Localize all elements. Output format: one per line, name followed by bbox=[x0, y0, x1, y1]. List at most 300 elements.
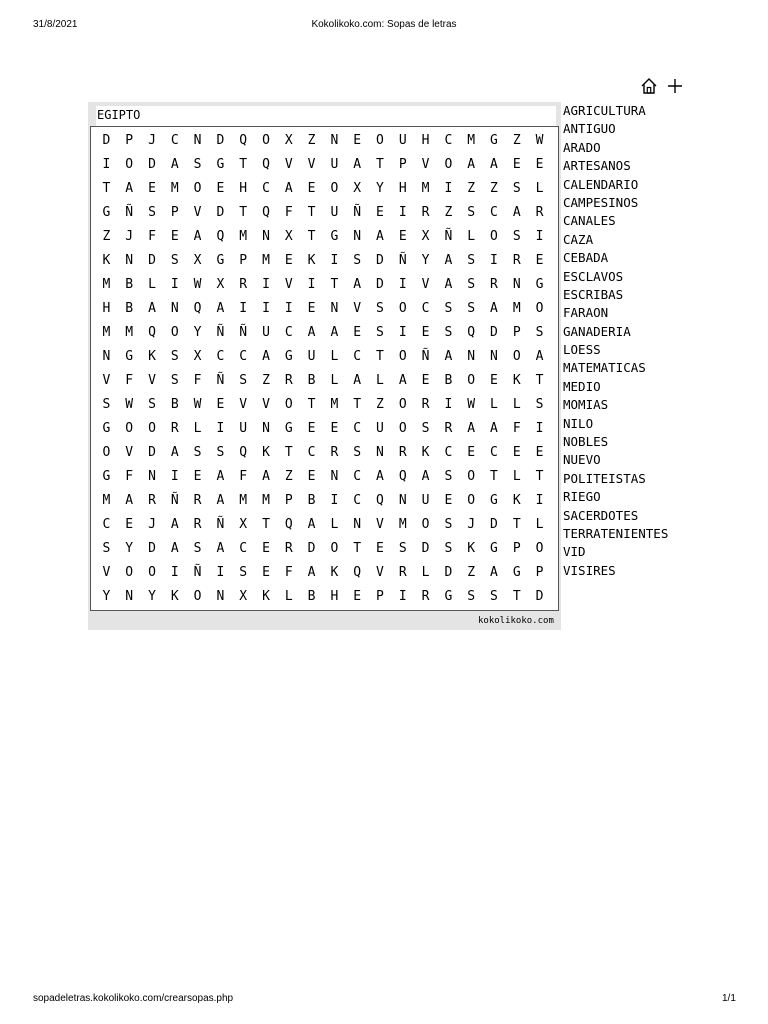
grid-cell[interactable]: S bbox=[148, 205, 156, 220]
grid-cell[interactable]: E bbox=[262, 565, 270, 580]
grid-cell[interactable]: Q bbox=[239, 133, 248, 148]
grid-cell[interactable]: S bbox=[376, 325, 384, 340]
grid-cell[interactable]: Q bbox=[467, 325, 476, 340]
grid-cell[interactable]: W bbox=[535, 133, 544, 148]
grid-cell[interactable]: F bbox=[193, 373, 202, 388]
grid-cell[interactable]: D bbox=[148, 541, 156, 556]
grid-cell[interactable]: E bbox=[376, 541, 384, 556]
grid-cell[interactable]: E bbox=[512, 445, 521, 460]
grid-cell[interactable]: C bbox=[353, 349, 362, 364]
grid-cell[interactable]: E bbox=[125, 517, 134, 532]
grid-cell[interactable]: E bbox=[421, 325, 430, 340]
grid-cell[interactable]: I bbox=[535, 229, 544, 244]
grid-cell[interactable]: N bbox=[490, 349, 498, 364]
grid-cell[interactable]: N bbox=[216, 589, 225, 604]
grid-cell[interactable]: Y bbox=[421, 253, 430, 268]
grid-cell[interactable]: E bbox=[376, 205, 384, 220]
home-icon[interactable] bbox=[639, 76, 659, 96]
grid-cell[interactable]: S bbox=[467, 277, 476, 292]
grid-cell[interactable]: A bbox=[376, 229, 384, 244]
grid-cell[interactable]: A bbox=[307, 517, 316, 532]
grid-cell[interactable]: G bbox=[216, 253, 225, 268]
grid-cell[interactable]: H bbox=[239, 181, 248, 196]
grid-cell[interactable]: Y bbox=[376, 181, 384, 196]
grid-cell[interactable]: X bbox=[193, 349, 202, 364]
grid-cell[interactable]: T bbox=[376, 349, 384, 364]
grid-cell[interactable]: A bbox=[307, 565, 316, 580]
grid-cell[interactable]: D bbox=[376, 277, 384, 292]
grid-cell[interactable]: V bbox=[421, 277, 430, 292]
grid-cell[interactable]: Z bbox=[467, 565, 476, 580]
grid-cell[interactable]: R bbox=[421, 205, 430, 220]
grid-cell[interactable]: E bbox=[216, 397, 225, 412]
grid-cell[interactable]: N bbox=[125, 589, 134, 604]
grid-cell[interactable]: A bbox=[421, 469, 430, 484]
grid-cell[interactable]: S bbox=[444, 541, 453, 556]
grid-cell[interactable]: J bbox=[125, 229, 134, 244]
grid-cell[interactable]: S bbox=[467, 205, 476, 220]
grid-cell[interactable]: U bbox=[239, 421, 248, 436]
grid-cell[interactable]: X bbox=[239, 517, 248, 532]
grid-cell[interactable]: Z bbox=[512, 133, 521, 148]
grid-cell[interactable]: Z bbox=[467, 181, 476, 196]
grid-cell[interactable]: Q bbox=[216, 229, 225, 244]
grid-cell[interactable]: R bbox=[512, 253, 521, 268]
grid-cell[interactable]: N bbox=[467, 349, 476, 364]
grid-cell[interactable]: A bbox=[216, 541, 225, 556]
grid-cell[interactable]: D bbox=[148, 253, 156, 268]
grid-cell[interactable]: C bbox=[239, 349, 248, 364]
grid-cell[interactable]: Ñ bbox=[398, 253, 407, 268]
grid-cell[interactable]: S bbox=[467, 589, 476, 604]
grid-cell[interactable]: Q bbox=[398, 469, 407, 484]
grid-cell[interactable]: Q bbox=[376, 493, 384, 508]
grid-cell[interactable]: P bbox=[512, 325, 521, 340]
grid-cell[interactable]: D bbox=[102, 133, 111, 148]
grid-cell[interactable]: M bbox=[467, 133, 476, 148]
grid-cell[interactable]: S bbox=[193, 445, 202, 460]
grid-cell[interactable]: D bbox=[490, 325, 498, 340]
grid-cell[interactable]: I bbox=[398, 205, 407, 220]
grid-cell[interactable]: Z bbox=[376, 397, 384, 412]
grid-cell[interactable]: E bbox=[307, 469, 316, 484]
grid-cell[interactable]: V bbox=[102, 373, 111, 388]
grid-cell[interactable]: H bbox=[398, 181, 407, 196]
grid-cell[interactable]: V bbox=[353, 301, 362, 316]
grid-cell[interactable]: A bbox=[490, 157, 498, 172]
grid-cell[interactable]: Y bbox=[148, 589, 156, 604]
grid-cell[interactable]: I bbox=[170, 277, 179, 292]
grid-cell[interactable]: T bbox=[239, 157, 248, 172]
grid-cell[interactable]: A bbox=[444, 253, 453, 268]
grid-cell[interactable]: Ñ bbox=[421, 349, 430, 364]
grid-cell[interactable]: C bbox=[170, 133, 179, 148]
grid-cell[interactable]: R bbox=[398, 445, 407, 460]
grid-cell[interactable]: S bbox=[170, 253, 179, 268]
grid-cell[interactable]: A bbox=[376, 469, 384, 484]
grid-cell[interactable]: I bbox=[398, 277, 407, 292]
grid-cell[interactable]: X bbox=[193, 253, 202, 268]
grid-cell[interactable]: E bbox=[284, 253, 293, 268]
grid-cell[interactable]: I bbox=[216, 421, 225, 436]
grid-cell[interactable]: L bbox=[193, 421, 202, 436]
grid-cell[interactable]: C bbox=[490, 445, 498, 460]
grid-cell[interactable]: I bbox=[102, 157, 111, 172]
grid-cell[interactable]: E bbox=[353, 133, 362, 148]
grid-cell[interactable]: V bbox=[193, 205, 202, 220]
grid-cell[interactable]: I bbox=[535, 493, 544, 508]
grid-cell[interactable]: S bbox=[444, 517, 453, 532]
grid-cell[interactable]: A bbox=[512, 205, 521, 220]
grid-cell[interactable]: A bbox=[444, 349, 453, 364]
grid-cell[interactable]: L bbox=[512, 397, 521, 412]
grid-cell[interactable]: E bbox=[444, 493, 453, 508]
grid-cell[interactable]: I bbox=[444, 181, 453, 196]
grid-cell[interactable]: A bbox=[216, 493, 225, 508]
grid-cell[interactable]: O bbox=[444, 157, 453, 172]
grid-cell[interactable]: T bbox=[284, 445, 293, 460]
grid-cell[interactable]: O bbox=[490, 229, 498, 244]
grid-cell[interactable]: S bbox=[193, 541, 202, 556]
grid-cell[interactable]: E bbox=[353, 589, 362, 604]
grid-cell[interactable]: Q bbox=[353, 565, 362, 580]
grid-cell[interactable]: T bbox=[535, 373, 544, 388]
grid-cell[interactable]: E bbox=[535, 157, 544, 172]
grid-cell[interactable]: F bbox=[239, 469, 248, 484]
grid-cell[interactable]: M bbox=[239, 229, 248, 244]
grid-cell[interactable]: S bbox=[170, 349, 179, 364]
grid-cell[interactable]: G bbox=[102, 205, 111, 220]
grid-cell[interactable]: K bbox=[512, 373, 521, 388]
grid-cell[interactable]: L bbox=[330, 349, 339, 364]
grid-cell[interactable]: A bbox=[353, 157, 362, 172]
grid-cell[interactable]: I bbox=[284, 301, 293, 316]
grid-cell[interactable]: G bbox=[102, 421, 111, 436]
grid-cell[interactable]: Ñ bbox=[216, 325, 225, 340]
grid-cell[interactable]: I bbox=[535, 421, 544, 436]
grid-cell[interactable]: S bbox=[398, 541, 407, 556]
grid-cell[interactable]: E bbox=[467, 445, 476, 460]
grid-cell[interactable]: O bbox=[170, 325, 179, 340]
grid-cell[interactable]: U bbox=[330, 157, 339, 172]
grid-cell[interactable]: G bbox=[102, 469, 111, 484]
grid-cell[interactable]: O bbox=[284, 397, 293, 412]
grid-cell[interactable]: G bbox=[444, 589, 453, 604]
grid-cell[interactable]: E bbox=[262, 541, 270, 556]
grid-cell[interactable]: T bbox=[239, 205, 248, 220]
grid-cell[interactable]: R bbox=[421, 397, 430, 412]
grid-cell[interactable]: K bbox=[307, 253, 316, 268]
grid-cell[interactable]: D bbox=[421, 541, 430, 556]
grid-cell[interactable]: G bbox=[490, 493, 498, 508]
grid-cell[interactable]: O bbox=[421, 517, 430, 532]
grid-cell[interactable]: W bbox=[125, 397, 134, 412]
grid-cell[interactable]: N bbox=[262, 421, 270, 436]
grid-cell[interactable]: E bbox=[170, 229, 179, 244]
grid-cell[interactable]: I bbox=[330, 253, 339, 268]
grid-cell[interactable]: Q bbox=[239, 445, 248, 460]
grid-cell[interactable]: S bbox=[148, 397, 156, 412]
grid-cell[interactable]: I bbox=[398, 589, 407, 604]
grid-cell[interactable]: T bbox=[353, 397, 362, 412]
grid-cell[interactable]: I bbox=[216, 565, 225, 580]
grid-cell[interactable]: D bbox=[444, 565, 453, 580]
grid-cell[interactable]: A bbox=[262, 349, 270, 364]
grid-cell[interactable]: K bbox=[467, 541, 476, 556]
grid-cell[interactable]: A bbox=[284, 181, 293, 196]
grid-cell[interactable]: B bbox=[307, 493, 316, 508]
grid-cell[interactable]: P bbox=[376, 589, 384, 604]
grid-cell[interactable]: R bbox=[330, 445, 339, 460]
grid-cell[interactable]: X bbox=[239, 589, 248, 604]
grid-cell[interactable]: C bbox=[307, 445, 316, 460]
grid-cell[interactable]: G bbox=[512, 565, 521, 580]
grid-cell[interactable]: M bbox=[102, 493, 111, 508]
grid-cell[interactable]: N bbox=[398, 493, 407, 508]
grid-cell[interactable]: O bbox=[193, 589, 202, 604]
grid-cell[interactable]: C bbox=[444, 445, 453, 460]
grid-cell[interactable]: S bbox=[512, 181, 521, 196]
grid-cell[interactable]: T bbox=[307, 205, 316, 220]
grid-cell[interactable]: R bbox=[535, 205, 544, 220]
grid-cell[interactable]: G bbox=[284, 421, 293, 436]
grid-cell[interactable]: G bbox=[490, 541, 498, 556]
grid-cell[interactable]: E bbox=[353, 325, 362, 340]
grid-cell[interactable]: R bbox=[398, 565, 407, 580]
grid-cell[interactable]: C bbox=[102, 517, 111, 532]
grid-cell[interactable]: Z bbox=[307, 133, 316, 148]
grid-cell[interactable]: B bbox=[307, 373, 316, 388]
grid-cell[interactable]: D bbox=[148, 445, 156, 460]
grid-cell[interactable]: R bbox=[193, 517, 202, 532]
grid-cell[interactable]: F bbox=[125, 373, 134, 388]
grid-cell[interactable]: Q bbox=[148, 325, 156, 340]
grid-cell[interactable]: A bbox=[170, 541, 179, 556]
grid-cell[interactable]: W bbox=[193, 397, 202, 412]
grid-cell[interactable]: Y bbox=[102, 589, 111, 604]
grid-cell[interactable]: F bbox=[512, 421, 521, 436]
grid-cell[interactable]: D bbox=[307, 541, 316, 556]
grid-cell[interactable]: Y bbox=[193, 325, 202, 340]
grid-cell[interactable]: N bbox=[148, 469, 156, 484]
grid-cell[interactable]: T bbox=[376, 157, 384, 172]
grid-cell[interactable]: T bbox=[102, 181, 111, 196]
grid-cell[interactable]: L bbox=[467, 229, 476, 244]
grid-cell[interactable]: V bbox=[102, 565, 111, 580]
grid-cell[interactable]: A bbox=[148, 301, 156, 316]
grid-cell[interactable]: P bbox=[239, 253, 248, 268]
grid-cell[interactable]: C bbox=[284, 325, 293, 340]
grid-cell[interactable]: S bbox=[467, 301, 476, 316]
grid-cell[interactable]: F bbox=[284, 205, 293, 220]
grid-cell[interactable]: U bbox=[307, 349, 316, 364]
grid-cell[interactable]: K bbox=[148, 349, 156, 364]
grid-cell[interactable]: S bbox=[444, 301, 453, 316]
grid-cell[interactable]: S bbox=[376, 301, 384, 316]
grid-cell[interactable]: K bbox=[512, 493, 521, 508]
grid-cell[interactable]: K bbox=[421, 445, 430, 460]
grid-cell[interactable]: S bbox=[216, 445, 225, 460]
grid-cell[interactable]: A bbox=[216, 469, 225, 484]
grid-cell[interactable]: U bbox=[330, 205, 339, 220]
grid-cell[interactable]: V bbox=[239, 397, 248, 412]
grid-cell[interactable]: T bbox=[353, 541, 362, 556]
grid-cell[interactable]: R bbox=[284, 541, 293, 556]
grid-cell[interactable]: O bbox=[398, 349, 407, 364]
grid-cell[interactable]: G bbox=[216, 157, 225, 172]
grid-cell[interactable]: M bbox=[421, 181, 430, 196]
grid-cell[interactable]: E bbox=[307, 301, 316, 316]
grid-cell[interactable]: A bbox=[262, 469, 270, 484]
grid-cell[interactable]: Ñ bbox=[125, 205, 134, 220]
grid-cell[interactable]: M bbox=[262, 253, 270, 268]
grid-cell[interactable]: J bbox=[148, 133, 156, 148]
grid-cell[interactable]: N bbox=[376, 445, 384, 460]
grid-cell[interactable]: S bbox=[444, 469, 453, 484]
grid-cell[interactable]: E bbox=[148, 181, 156, 196]
grid-cell[interactable]: O bbox=[148, 565, 156, 580]
grid-cell[interactable]: A bbox=[307, 325, 316, 340]
grid-cell[interactable]: V bbox=[307, 157, 316, 172]
grid-cell[interactable]: W bbox=[193, 277, 202, 292]
grid-cell[interactable]: S bbox=[353, 445, 362, 460]
grid-cell[interactable]: A bbox=[125, 493, 134, 508]
grid-cell[interactable]: C bbox=[216, 349, 225, 364]
grid-cell[interactable]: Y bbox=[125, 541, 134, 556]
grid-cell[interactable]: X bbox=[284, 133, 293, 148]
grid-cell[interactable]: S bbox=[535, 397, 544, 412]
grid-cell[interactable]: G bbox=[284, 349, 293, 364]
grid-cell[interactable]: Z bbox=[102, 229, 111, 244]
grid-cell[interactable]: D bbox=[216, 133, 225, 148]
grid-cell[interactable]: H bbox=[421, 133, 430, 148]
grid-cell[interactable]: A bbox=[216, 301, 225, 316]
grid-cell[interactable]: K bbox=[262, 589, 270, 604]
grid-cell[interactable]: A bbox=[467, 157, 476, 172]
grid-cell[interactable]: Q bbox=[193, 301, 202, 316]
grid-cell[interactable]: L bbox=[490, 397, 498, 412]
grid-cell[interactable]: F bbox=[125, 469, 134, 484]
grid-cell[interactable]: S bbox=[444, 325, 453, 340]
grid-cell[interactable]: L bbox=[330, 517, 339, 532]
grid-cell[interactable]: A bbox=[490, 421, 498, 436]
grid-cell[interactable]: A bbox=[353, 373, 362, 388]
grid-cell[interactable]: C bbox=[353, 493, 362, 508]
grid-cell[interactable]: S bbox=[102, 397, 111, 412]
grid-cell[interactable]: O bbox=[125, 421, 134, 436]
grid-cell[interactable]: O bbox=[376, 133, 384, 148]
grid-cell[interactable]: T bbox=[307, 397, 316, 412]
grid-cell[interactable]: C bbox=[239, 541, 248, 556]
grid-cell[interactable]: A bbox=[125, 181, 134, 196]
grid-cell[interactable]: B bbox=[444, 373, 453, 388]
grid-cell[interactable]: A bbox=[398, 373, 407, 388]
grid-cell[interactable]: U bbox=[376, 421, 384, 436]
grid-cell[interactable]: A bbox=[330, 325, 339, 340]
grid-cell[interactable]: T bbox=[512, 589, 521, 604]
grid-cell[interactable]: M bbox=[125, 325, 134, 340]
grid-cell[interactable]: S bbox=[353, 253, 362, 268]
grid-cell[interactable]: D bbox=[376, 253, 384, 268]
grid-cell[interactable]: G bbox=[125, 349, 134, 364]
grid-cell[interactable]: O bbox=[125, 157, 134, 172]
grid-cell[interactable]: M bbox=[170, 181, 179, 196]
grid-cell[interactable]: S bbox=[512, 229, 521, 244]
grid-cell[interactable]: V bbox=[125, 445, 134, 460]
grid-cell[interactable]: K bbox=[262, 445, 270, 460]
grid-cell[interactable]: S bbox=[467, 253, 476, 268]
grid-cell[interactable]: L bbox=[284, 589, 293, 604]
grid-cell[interactable]: O bbox=[193, 181, 202, 196]
grid-cell[interactable]: S bbox=[239, 373, 248, 388]
grid-cell[interactable]: N bbox=[170, 301, 179, 316]
grid-cell[interactable]: J bbox=[148, 517, 156, 532]
grid-cell[interactable]: O bbox=[398, 301, 407, 316]
grid-cell[interactable]: X bbox=[284, 229, 293, 244]
grid-cell[interactable]: M bbox=[330, 397, 339, 412]
grid-cell[interactable]: V bbox=[262, 397, 270, 412]
grid-cell[interactable]: R bbox=[193, 493, 202, 508]
grid-cell[interactable]: C bbox=[421, 301, 430, 316]
grid-cell[interactable]: L bbox=[421, 565, 430, 580]
grid-cell[interactable]: A bbox=[535, 349, 544, 364]
grid-cell[interactable]: X bbox=[421, 229, 430, 244]
grid-cell[interactable]: I bbox=[262, 301, 270, 316]
grid-cell[interactable]: I bbox=[490, 253, 498, 268]
grid-cell[interactable]: N bbox=[330, 469, 339, 484]
grid-cell[interactable]: L bbox=[376, 373, 384, 388]
grid-cell[interactable]: E bbox=[307, 421, 316, 436]
grid-cell[interactable]: Z bbox=[444, 205, 453, 220]
grid-cell[interactable]: E bbox=[490, 373, 498, 388]
grid-cell[interactable]: E bbox=[535, 253, 544, 268]
grid-cell[interactable]: A bbox=[353, 277, 362, 292]
grid-cell[interactable]: V bbox=[421, 157, 430, 172]
grid-cell[interactable]: U bbox=[262, 325, 270, 340]
grid-cell[interactable]: N bbox=[353, 229, 362, 244]
grid-cell[interactable]: N bbox=[102, 349, 111, 364]
grid-cell[interactable]: N bbox=[512, 277, 521, 292]
grid-cell[interactable]: R bbox=[490, 277, 498, 292]
grid-cell[interactable]: P bbox=[535, 565, 544, 580]
grid-cell[interactable]: I bbox=[239, 301, 248, 316]
grid-cell[interactable]: N bbox=[330, 301, 339, 316]
grid-cell[interactable]: H bbox=[102, 301, 111, 316]
grid-cell[interactable]: T bbox=[512, 517, 521, 532]
grid-cell[interactable]: O bbox=[148, 421, 156, 436]
grid-cell[interactable]: B bbox=[125, 301, 134, 316]
grid-cell[interactable]: O bbox=[262, 133, 270, 148]
grid-cell[interactable]: S bbox=[421, 421, 430, 436]
grid-cell[interactable]: P bbox=[170, 205, 179, 220]
grid-cell[interactable]: C bbox=[490, 205, 498, 220]
grid-cell[interactable]: B bbox=[125, 277, 134, 292]
grid-cell[interactable]: O bbox=[398, 421, 407, 436]
grid-cell[interactable]: K bbox=[102, 253, 111, 268]
grid-cell[interactable]: O bbox=[512, 349, 521, 364]
grid-cell[interactable]: X bbox=[353, 181, 362, 196]
grid-cell[interactable]: Ñ bbox=[170, 493, 179, 508]
grid-cell[interactable]: Z bbox=[284, 469, 293, 484]
grid-cell[interactable]: J bbox=[467, 517, 476, 532]
grid-cell[interactable]: I bbox=[330, 493, 339, 508]
grid-cell[interactable]: O bbox=[330, 181, 339, 196]
grid-cell[interactable]: B bbox=[170, 397, 179, 412]
grid-cell[interactable]: B bbox=[307, 589, 316, 604]
grid-cell[interactable]: D bbox=[535, 589, 544, 604]
grid-cell[interactable]: O bbox=[467, 373, 476, 388]
grid-cell[interactable]: N bbox=[353, 517, 362, 532]
